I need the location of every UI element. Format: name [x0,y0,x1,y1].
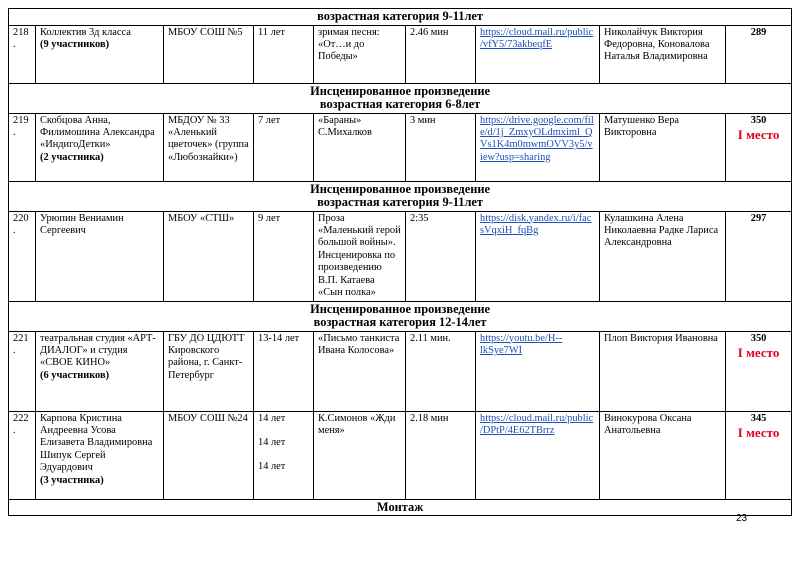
table-row [9,211,792,301]
results-table [8,8,792,516]
place-award: I место [737,424,780,440]
score: 297 [750,212,767,224]
place-award: I место [737,344,780,360]
participant-name: Карпова Кристина Андреевна Усова Елизавета Владимировна Шипук Сергей Эдуардович [40,412,153,474]
video-link[interactable]: https://cloud.mail.ru/public/vfY5/73akbeqfE [476,25,600,83]
participant-cell [36,113,164,181]
participant-cell [36,211,164,301]
participant-name: театральная студия «АРТ-ДИАЛОГ» и студия «СВОЕ КИНО» [40,332,156,369]
video-link[interactable]: https://drive.google.com/file/d/1j_ZmxyOLdmximl_QVs1K4m0mwmOVV3y5/view?usp=sharing [476,113,600,181]
age: 11 лет [254,25,314,83]
section-title-line1: Инсценированное произведение [310,181,490,196]
work-title: зримая песня: «От…и до Победы» [314,25,406,83]
organization: ГБУ ДО ЦДЮТТ Кировского района, г. Санкт-Петербург [164,331,254,411]
teacher: Винокурова Оксана Анатольевна [600,411,726,499]
row-number: 221. [9,331,36,411]
organization: МБОУ СОШ №24 [164,411,254,499]
section-title [9,301,792,331]
age: 7 лет [254,113,314,181]
video-link[interactable]: https://disk.yandex.ru/i/facsVqxiH_fqBg [476,211,600,301]
organization: МБДОУ № 33 «Аленький цветочек» (группа «Любознайки») [164,113,254,181]
duration: 2.18 мин [406,411,476,499]
table-row [9,331,792,411]
row-number: 219. [9,113,36,181]
table-row [9,25,792,83]
score: 350 [750,114,767,126]
participant-count: (6 участников) [40,369,110,381]
organization: МБОУ СОШ №5 [164,25,254,83]
row-number: 220. [9,211,36,301]
section-header-row [9,9,792,26]
age: 14 лет [258,461,286,473]
section-title [9,181,792,211]
participant-cell [36,411,164,499]
table-row [9,411,792,499]
duration: 2.46 мин [406,25,476,83]
duration: 2.11 мин. [406,331,476,411]
duration: 3 мин [406,113,476,181]
organization: МБОУ «СТШ» [164,211,254,301]
work-title: «Бараны» С.Михалков [314,113,406,181]
score: 289 [750,26,767,38]
score-cell [726,113,792,181]
row-number: 218. [9,25,36,83]
participant-count: (9 участников) [40,38,110,50]
work-title: К.Симонов «Жди меня» [314,411,406,499]
section-header-row [9,301,792,331]
section-title-line2: возрастная категория 9-11лет [317,195,484,209]
participant-count: (2 участника) [40,151,104,163]
video-link[interactable]: https://cloud.mail.ru/public/DPtP/4E62TBrrz [476,411,600,499]
score-cell [726,25,792,83]
teacher: Николайчук Виктория Федоровна, Коновалова Наталья Владимировна [600,25,726,83]
participant-cell [36,331,164,411]
age: 14 лет [258,436,286,448]
section-title: Монтаж [9,499,792,516]
participant-name: Скобцова Анна, Филимошина Александра «ИндигоДетки» [40,114,155,151]
section-title-line2: возрастная категория 6-8лет [319,97,481,111]
section-header-row [9,83,792,113]
age-cell [254,411,314,499]
section-header-row [9,499,792,516]
age: 14 лет [258,412,286,424]
page-number: 23 [736,513,748,524]
row-number: 222. [9,411,36,499]
score: 350 [750,332,767,344]
participant-cell [36,25,164,83]
section-title-line1: Инсценированное произведение [310,83,490,98]
teacher: Матушенко Вера Викторовна [600,113,726,181]
score: 345 [750,412,767,424]
work-title: «Письмо танкиста Ивана Колосова» [314,331,406,411]
table-row [9,113,792,181]
section-title [9,83,792,113]
section-title: возрастная категория 9-11лет [9,9,792,26]
section-header-row [9,181,792,211]
score-cell [726,331,792,411]
work-title: Проза «Маленький герой большой войны». Инсценировка по произведению В.П. Катаева «Сын полка» [314,211,406,301]
age: 9 лет [254,211,314,301]
section-title-line2: возрастная категория 12-14лет [313,315,487,329]
section-title-line1: Инсценированное произведение [310,301,490,316]
age: 13-14 лет [254,331,314,411]
duration: 2:35 [406,211,476,301]
participant-count: (3 участника) [40,474,104,486]
participant-name: Коллектив 3д класса [40,26,131,38]
teacher: Кулашкина Алена Николаевна Радке Лариса Александровна [600,211,726,301]
score-cell [726,211,792,301]
place-award: I место [737,126,780,142]
score-cell [726,411,792,499]
teacher: Плоп Виктория Ивановна [600,331,726,411]
video-link[interactable]: https://youtu.be/H--lkSye7WI [476,331,600,411]
participant-name: Урюпин Вениамин Сергеевич [40,212,124,236]
